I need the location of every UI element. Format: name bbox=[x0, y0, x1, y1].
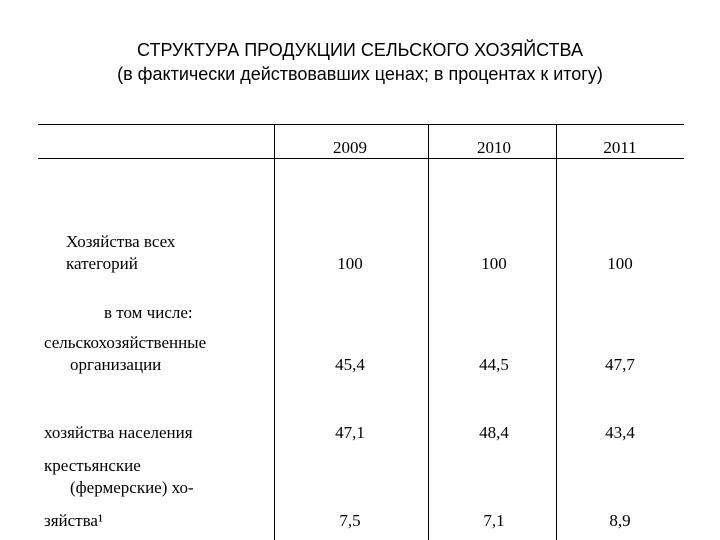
column-divider-2 bbox=[428, 124, 429, 540]
value-agri-2009: 45,4 bbox=[335, 355, 365, 374]
row-label-farm-3: зяйства¹ bbox=[44, 511, 104, 530]
row-label-agri-1: сельскохозяйственные bbox=[44, 333, 207, 352]
value-households-2010: 48,4 bbox=[479, 423, 509, 442]
page-subtitle: (в фактически действовавших ценах; в процентах к итогу) bbox=[117, 64, 603, 84]
value-all-2011: 100 bbox=[607, 254, 633, 273]
page-title: СТРУКТУРА ПРОДУКЦИИ СЕЛЬСКОГО ХОЗЯЙСТВА bbox=[137, 40, 583, 60]
value-all-2010: 100 bbox=[481, 254, 507, 273]
value-farm-2010: 7,1 bbox=[483, 511, 505, 530]
value-agri-2010: 44,5 bbox=[479, 355, 509, 374]
row-label-all-2: категорий bbox=[66, 254, 138, 273]
row-label-farm-2: (фермерские) хо- bbox=[70, 478, 194, 497]
header-bottom-border bbox=[38, 158, 684, 159]
value-farm-2009: 7,5 bbox=[339, 511, 361, 530]
row-label-agri-2: организации bbox=[70, 355, 162, 374]
row-label-all-1: Хозяйства всех bbox=[66, 232, 176, 251]
value-households-2009: 47,1 bbox=[335, 423, 365, 442]
row-label-including: в том числе: bbox=[104, 303, 193, 322]
row-label-households: хозяйства населения bbox=[44, 423, 193, 442]
column-header-2010: 2010 bbox=[477, 138, 511, 157]
table-top-border bbox=[38, 124, 684, 125]
column-header-2011: 2011 bbox=[603, 138, 637, 157]
value-agri-2011: 47,7 bbox=[605, 355, 635, 374]
row-label-farm-1: крестьянские bbox=[44, 456, 141, 475]
value-farm-2011: 8,9 bbox=[609, 511, 631, 530]
value-all-2009: 100 bbox=[337, 254, 363, 273]
column-divider-3 bbox=[556, 124, 557, 540]
column-header-2009: 2009 bbox=[333, 138, 367, 157]
value-households-2011: 43,4 bbox=[605, 423, 635, 442]
column-divider-1 bbox=[274, 124, 275, 540]
